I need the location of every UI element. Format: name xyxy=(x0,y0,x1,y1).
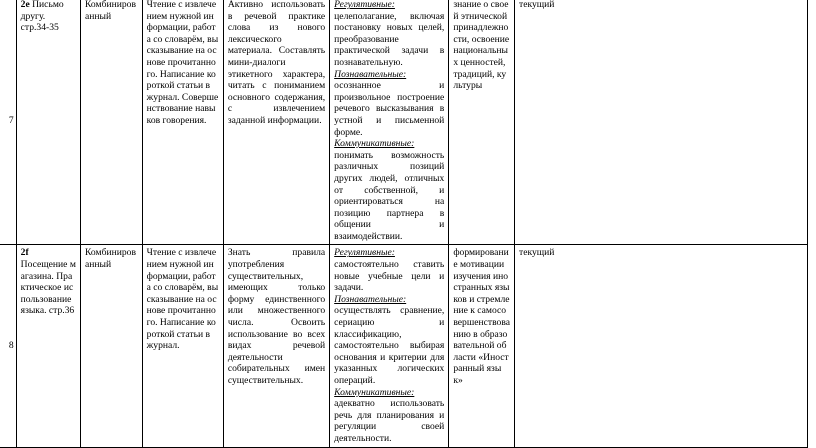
control-type: текущий xyxy=(515,0,808,245)
lesson-topic xyxy=(16,0,80,245)
student-activity: Чтение с извлечением нужной информации, работа со словарём, высказывание на основе прочитанного. Написание короткой статьи в журнал. xyxy=(142,245,223,447)
regulative-label: Регулятивные: xyxy=(334,0,395,10)
cognitive-label: Познавательные: xyxy=(334,293,407,305)
table-row xyxy=(0,245,808,447)
communicative-text: понимать возможность различных позиций других людей, отличных от собственной, и ориентироваться на позицию партнера в общении и взаимодействии. xyxy=(334,149,445,242)
lesson-number: 8 xyxy=(0,245,16,447)
lesson-type: Комбинированный xyxy=(80,245,142,447)
regulative-text: самостоятельно ставить новые учебные цели и задачи. xyxy=(334,259,445,294)
topic-code: 2e xyxy=(20,0,30,10)
regulative-text: целеполагание, включая постановку новых целей, преобразование практической задачи в познавательную. xyxy=(334,10,445,68)
lesson-number: 7 xyxy=(0,0,16,245)
communicative-label: Коммуникативные: xyxy=(334,386,415,398)
cognitive-text: осуществлять сравнение, сериацию и классификацию, самостоятельно выбирая основания и критерии для указанных логических операций. xyxy=(334,305,445,386)
topic-code: 2f xyxy=(20,247,29,259)
subject-results: Активно использовать в речевой практике слова из нового лексического материала. Составлять мини-диалоги этикетного характера, читать с пониманием основного содержания, с извлечением заданной информации. xyxy=(223,0,329,245)
personal-results: знание о своей этнической принадлежности, освоение национальных ценностей, традиций, культуры xyxy=(449,0,515,245)
student-activity: Чтение с извлечением нужной информации, работа со словарём, высказывание на основе прочитанного. Написание короткой статьи в журнал. Совершенствование навыков говорения. xyxy=(142,0,223,245)
communicative-text: адекватно использовать речь для планирования и регуляции своей деятельности. xyxy=(334,398,445,444)
communicative-label: Коммуникативные: xyxy=(334,138,415,150)
meta-results xyxy=(330,0,449,245)
personal-results: формирование мотивации изучения иностранных языков и стремление к самосовершенствованию в образовательной области «Иностранный язык» xyxy=(449,245,515,447)
topic-text: Письмо другу. стр.34-35 xyxy=(20,0,64,34)
lesson-topic xyxy=(16,245,80,447)
control-type: текущий xyxy=(515,245,808,447)
lesson-type: Комбинированный xyxy=(80,0,142,245)
subject-results: Знать правила употребления существительных, имеющих только форму единственного или множественного числа. Освоить использование во всех видах речевой деятельности собирательных имен существительных. xyxy=(223,245,329,447)
regulative-label: Регулятивные: xyxy=(334,247,395,259)
cognitive-label: Познавательные: xyxy=(334,68,407,80)
topic-text: Посещение магазина. Практическое использование языка. стр.36 xyxy=(20,259,76,317)
meta-results xyxy=(330,245,449,447)
cognitive-text: осознанное и произвольное построение речевого высказывания в устной и письменной форме. xyxy=(334,80,445,138)
